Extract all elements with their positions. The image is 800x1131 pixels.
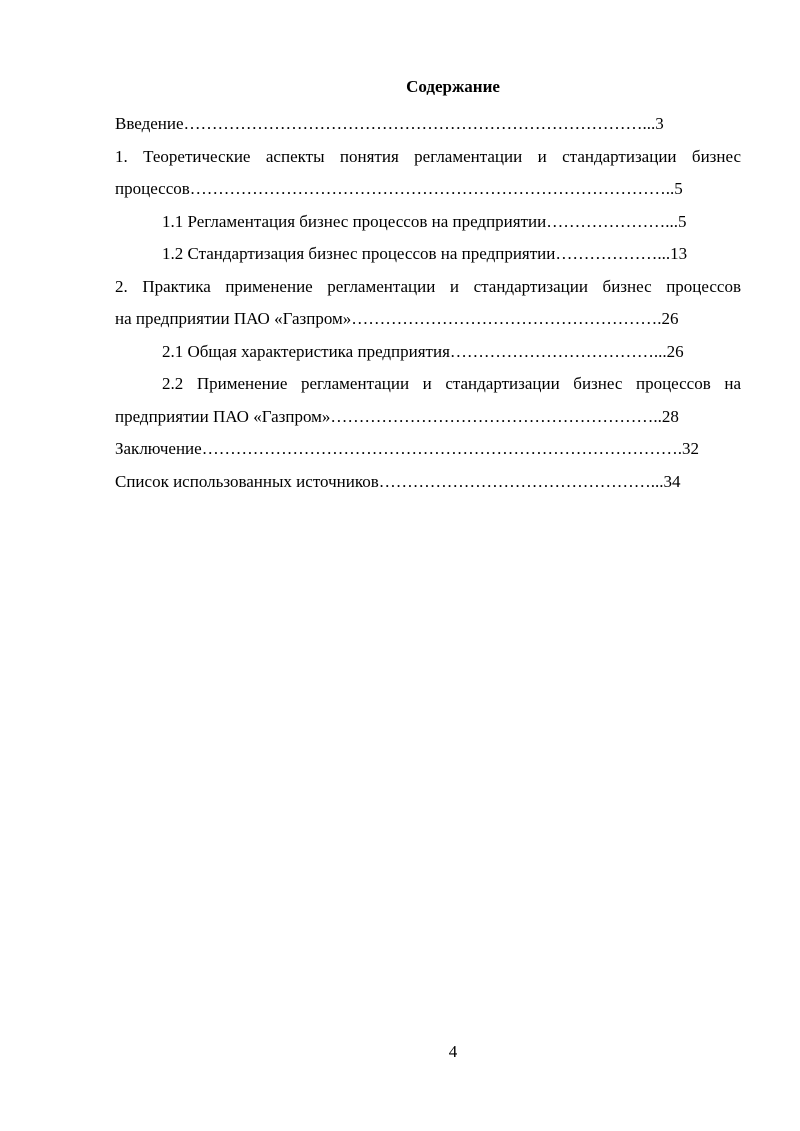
toc-entry-chapter-1: 1. Теоретические аспекты понятия регламентации и стандартизации бизнес bbox=[115, 146, 741, 166]
toc-entry-chapter-2: 2. Практика применение регламентации и стандартизации бизнес процессов bbox=[115, 276, 741, 296]
toc-entry-section-1-1: 1.1 Регламентация бизнес процессов на предприятии…………………...5 bbox=[162, 211, 687, 231]
page-number: 4 bbox=[448, 1042, 458, 1061]
toc-entry-section-1-2: 1.2 Стандартизация бизнес процессов на предприятии………………...13 bbox=[162, 244, 688, 263]
toc-entry-section-2-2-cont: предприятии ПАО «Газпром»…………………………………………………..28 bbox=[115, 406, 679, 426]
toc-title: Содержание bbox=[406, 77, 500, 96]
toc-entry-chapter-2-cont: на предприятии ПАО «Газпром»……………………………………………….26 bbox=[115, 309, 679, 328]
toc-entry-section-2-1: 2.1 Общая характеристика предприятия………………………………...26 bbox=[162, 341, 684, 361]
toc-entry-conclusion: Заключение………………………………………………………………………….32 bbox=[115, 439, 699, 458]
toc-entry-references: Список использованных источников…………………………………………...34 bbox=[115, 471, 681, 491]
toc-entry-introduction: Введение………………………………………………………………………...3 bbox=[115, 114, 664, 133]
toc-entry-section-2-2: 2.2 Применение регламентации и стандартизации бизнес процессов на bbox=[162, 374, 741, 393]
table-of-contents bbox=[115, 108, 741, 498]
toc-entry-chapter-1-cont: процессов…………………………………………………………………………..5 bbox=[115, 179, 683, 198]
